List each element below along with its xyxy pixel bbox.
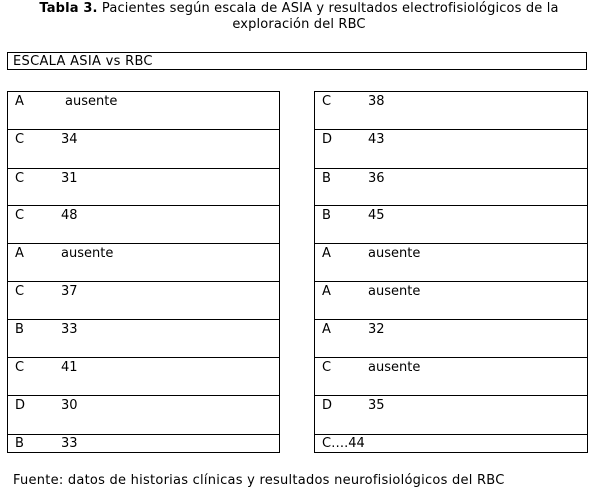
rbc-value: 32 [368, 322, 385, 337]
rbc-value: ausente [65, 94, 118, 109]
rbc-value: 33 [61, 436, 78, 451]
table-row [8, 319, 279, 357]
table-header-box [7, 52, 587, 70]
table-row [315, 129, 587, 168]
table-row [8, 205, 279, 243]
table-row [8, 129, 279, 168]
table-row [315, 205, 587, 243]
asia-grade: D [322, 398, 333, 413]
asia-grade: A [322, 284, 331, 299]
asia-grade: A [322, 322, 331, 337]
caption-line-1 [0, 1, 598, 17]
asia-grade: D [15, 398, 26, 413]
table-row [315, 243, 587, 281]
table-row [315, 357, 587, 395]
asia-grade: D [322, 132, 333, 147]
rbc-value: 36 [368, 171, 385, 186]
rbc-value: ausente [368, 246, 421, 261]
left-table [7, 91, 280, 453]
rbc-value: ausente [368, 360, 421, 375]
asia-grade: C [322, 94, 332, 109]
table-row [315, 281, 587, 319]
table-row [8, 92, 279, 129]
rbc-value: 48 [61, 208, 78, 223]
asia-grade: C [15, 208, 25, 223]
rbc-value: 41 [61, 360, 78, 375]
table-row [315, 434, 587, 452]
rbc-value: 35 [368, 398, 385, 413]
rbc-value: ausente [61, 246, 114, 261]
rbc-value: 30 [61, 398, 78, 413]
asia-grade: B [15, 436, 24, 451]
asia-grade: C [322, 360, 332, 375]
rbc-value: 34 [61, 132, 78, 147]
caption-label: Tabla 3. [39, 1, 98, 16]
asia-grade-and-value: C….44 [322, 436, 365, 451]
table-caption [0, 1, 598, 33]
table-row [8, 168, 279, 205]
asia-grade: B [322, 171, 331, 186]
asia-grade: B [15, 322, 24, 337]
asia-grade: C [15, 360, 25, 375]
rbc-value: 37 [61, 284, 78, 299]
rbc-value: 38 [368, 94, 385, 109]
right-table [314, 91, 588, 453]
table-row [8, 395, 279, 434]
table-row [8, 357, 279, 395]
asia-grade: A [15, 94, 24, 109]
rbc-value: 43 [368, 132, 385, 147]
rbc-value: 45 [368, 208, 385, 223]
asia-grade: C [15, 132, 25, 147]
asia-grade: B [322, 208, 331, 223]
asia-grade: C [15, 171, 25, 186]
asia-grade: A [322, 246, 331, 261]
caption-line-2: exploración del RBC [232, 17, 366, 32]
table-header-text: ESCALA ASIA vs RBC [13, 54, 153, 69]
rbc-value: 33 [61, 322, 78, 337]
rbc-value: 31 [61, 171, 78, 186]
caption-text-1: Pacientes según escala de ASIA y resultados electrofisiológicos de la [97, 1, 559, 16]
table-row [315, 395, 587, 434]
table-row [315, 92, 587, 129]
table-row [8, 243, 279, 281]
table-row [315, 319, 587, 357]
source-footnote: Fuente: datos de historias clínicas y resultados neurofisiológicos del RBC [13, 473, 505, 488]
table-row [8, 434, 279, 452]
asia-grade: C [15, 284, 25, 299]
table-row [315, 168, 587, 205]
table-row [8, 281, 279, 319]
asia-grade: A [15, 246, 24, 261]
rbc-value: ausente [368, 284, 421, 299]
